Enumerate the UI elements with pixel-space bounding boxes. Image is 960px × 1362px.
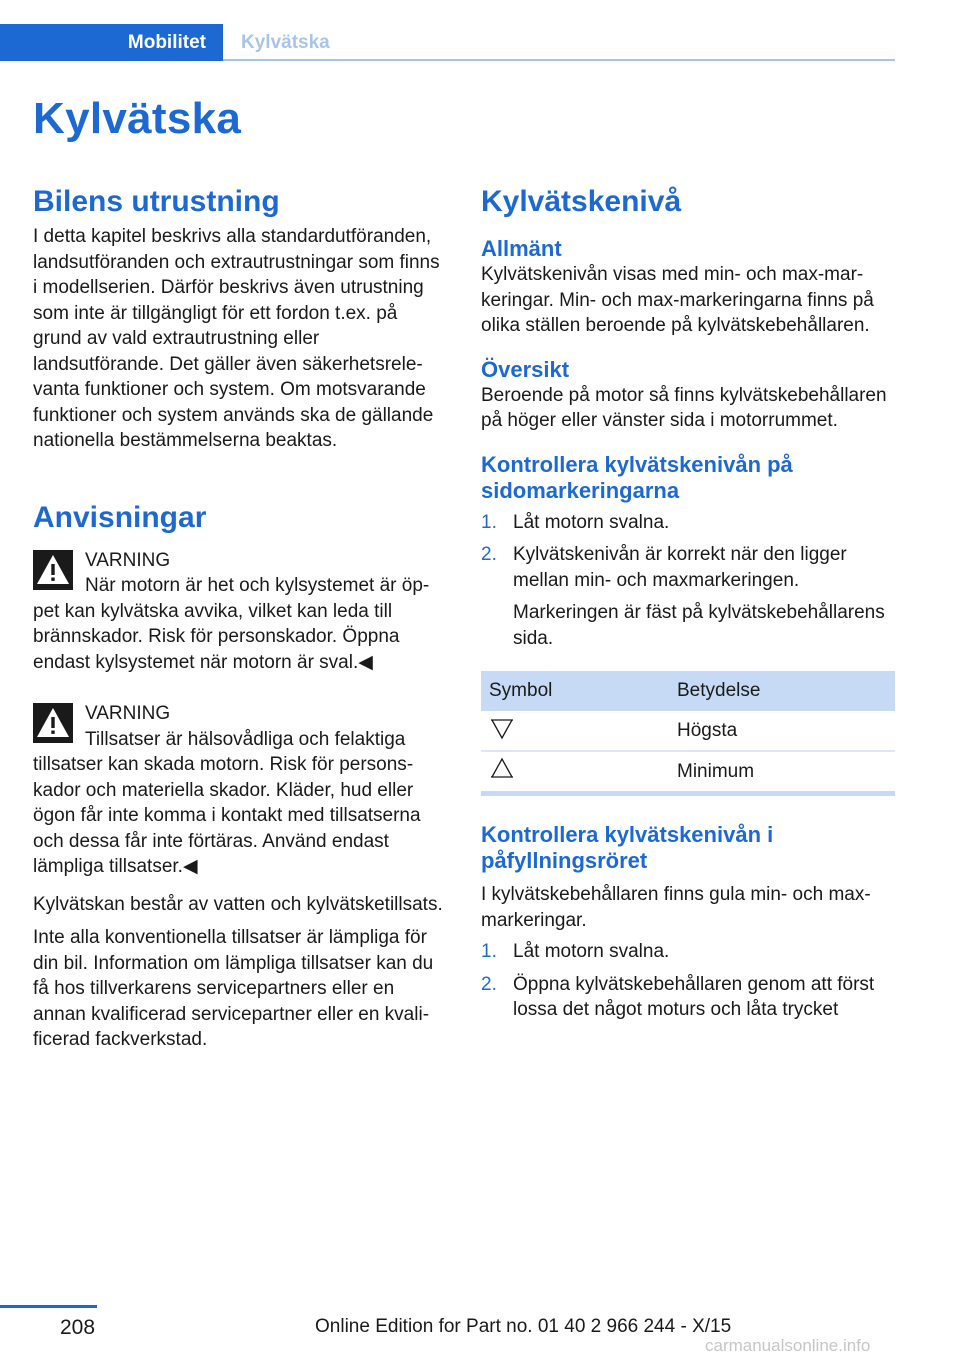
- additives-text: Inte alla konventionella tillsatser är lämpliga för din bil. Information om lämpliga tillsatser kan du få hos tillverkarens servicepartners eller en annan kvalificerad servicepartner eller en kvalificerad fackverkstad.: [33, 927, 434, 1050]
- row-meaning-max: Högsta: [669, 711, 895, 751]
- overview-text: Beroende på motor så finns kylvätskebehållaren på höger eller vänster sida i motorrummet.: [481, 384, 887, 431]
- section-heading-instructions: Anvisningar: [33, 500, 207, 534]
- warning-block-2: [33, 701, 448, 880]
- warning-1-title: VARNING: [85, 549, 171, 571]
- left-column: [33, 180, 448, 1053]
- warning-2-title: VARNING: [85, 703, 171, 724]
- tab-underline: [223, 59, 895, 61]
- right-column: [481, 180, 896, 1030]
- filler-neck-steps: [481, 939, 896, 1023]
- list-item: 2. Kylvätskenivån är korrekt när den ligger mellan min- och maxmarkeringen.: [481, 544, 847, 591]
- subheading-check-filler-neck: Kontrollera kylvätskenivån i påfyllningsröret: [481, 822, 774, 873]
- warning-1-text: När motorn är het och kylsystemet är öppet kan kylvätska avvika, vilket kan leda till brännskador. Risk för personskador. Öppna endast kylsystemet när motorn är sval.◀: [33, 575, 430, 673]
- table-header-symbol: Symbol: [481, 671, 669, 711]
- section-heading-equipment: Bilens utrustning: [33, 185, 280, 218]
- warning-2-text: Tillsatser är hälsovådliga och felaktiga tillsatser kan skada motorn. Risk för personskador och materiella skador. Kläder, hud eller ögon får inte komma i kontakt med tillsatserna och dessa får inte förtäras. Använd endast lämpliga tillsatser.◀: [33, 728, 421, 877]
- table-header-meaning: Betydelse: [669, 671, 895, 711]
- list-item: 2. Öppna kylvätskebehållaren genom att först lossa det något moturs och låta trycket: [481, 973, 875, 1020]
- section-heading-coolant-level: Kylvätskenivå: [481, 185, 682, 218]
- list-item: 1. Låt motorn svalna.: [481, 941, 670, 962]
- watermark-text: carmanualsonline.info: [705, 1336, 871, 1355]
- tab-kylvatska[interactable]: Kylvätska: [241, 31, 330, 53]
- equipment-text: I detta kapitel beskrivs alla standardutföranden, landsutföranden och extrautrustningar som finns i modellserien. Därför beskrivs även utrustning som inte är tillgängligt för ett fordon t.ex. på grund av vald extrautrustning eller landsutförande. Det gäller även säkerhetsrelevanta funktioner och system. Om motsvarande funktioner och system används ska de gällande nationella bestämmelserna beaktas.: [33, 226, 440, 451]
- subheading-general: Allmänt: [481, 236, 562, 261]
- coolant-composition-text: Kylvätskan består av vatten och kylvätsketillsats.: [33, 893, 443, 915]
- footer-rule: [0, 1305, 97, 1308]
- page-title: Kylvätska: [33, 94, 242, 143]
- row-meaning-min: Minimum: [669, 751, 895, 794]
- min-marker-icon: [489, 757, 515, 781]
- filler-neck-text: I kylvätskebehållaren finns gula min- och maxmarkeringar.: [481, 884, 871, 931]
- table-row: [481, 711, 895, 751]
- marking-note: Markeringen är fäst på kylvätskebehållarens sida.: [513, 602, 885, 649]
- subheading-check-side-markings: Kontrollera kylvätskenivån på sidomarkeringarna: [481, 451, 793, 503]
- subheading-overview: Översikt: [481, 356, 570, 382]
- symbol-table: [481, 671, 895, 796]
- side-markings-steps: [481, 510, 896, 594]
- page-number: 208: [60, 1316, 96, 1339]
- warning-block-1: [33, 548, 448, 676]
- list-item: 1. Låt motorn svalna.: [481, 511, 670, 533]
- general-text: Kylvätskenivån visas med min- och max-markeringar. Min- och max-markeringarna finns på olika ställen beroende på kylvätskebehållaren.: [481, 264, 874, 336]
- table-row: [481, 751, 895, 794]
- header-tabbar: [0, 24, 895, 62]
- edition-text: Online Edition for Part no. 01 40 2 966 244 - X/15: [315, 1316, 732, 1337]
- warning-triangle-icon: [33, 703, 73, 743]
- max-marker-icon: [489, 716, 515, 740]
- tab-mobilitet[interactable]: Mobilitet: [0, 24, 223, 61]
- warning-triangle-icon: [33, 550, 73, 590]
